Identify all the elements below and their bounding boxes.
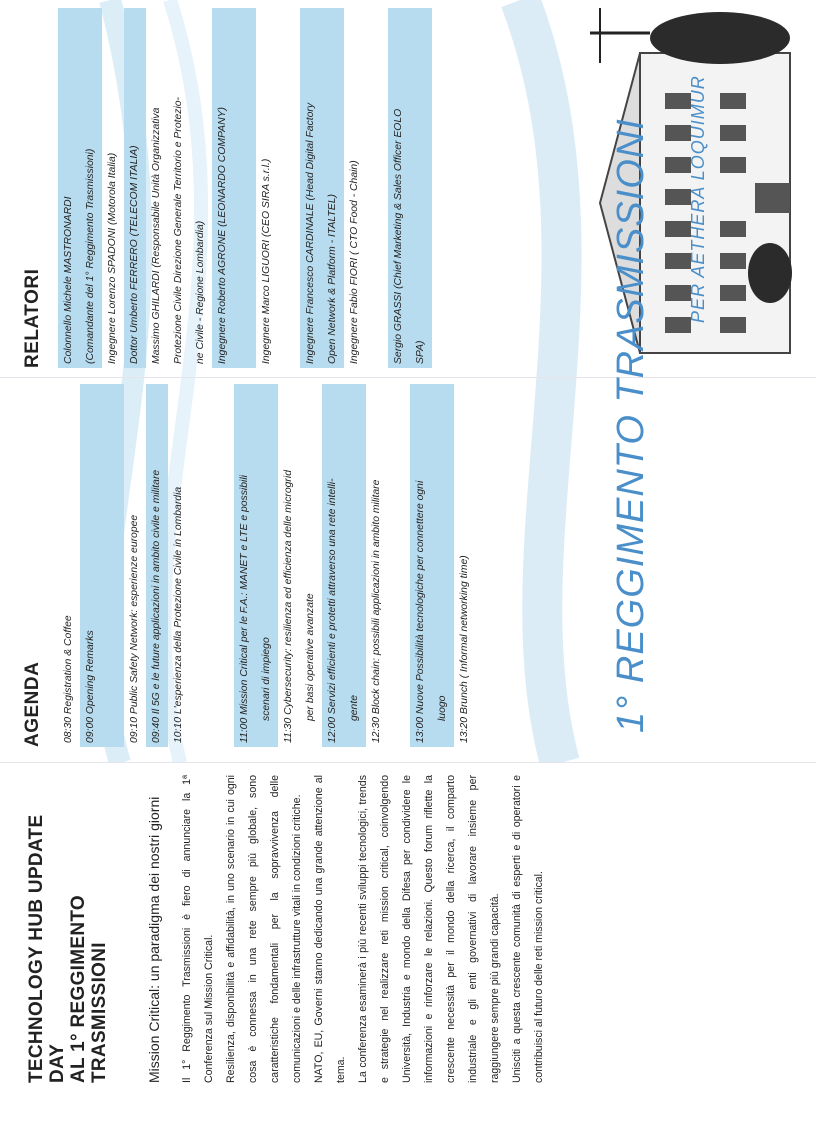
agenda-text: Il 5G e le future applicazioni in ambito civile e militare [151, 469, 162, 715]
speaker-item: Open Network & Platform - ITALTEL) [322, 8, 344, 368]
speaker-item [234, 8, 256, 368]
agenda-text: L'esperienza della Protezione Civile in Lombardia [173, 486, 184, 715]
agenda-item [366, 384, 388, 747]
agenda-item [300, 384, 322, 747]
agenda-item [432, 384, 454, 747]
speaker-item: Protezione Civile Direzione Generale Territorio e Protezio- [173, 96, 184, 364]
agenda-time: 09:40 [151, 716, 162, 743]
cover-title-band [600, 0, 816, 763]
agenda-item [146, 384, 168, 747]
intro-paragraph-1: Il 1° Reggimento Trasmissioni è fiero di annunciare la 1ª Conferenza sul Mission Critical. [181, 775, 215, 1083]
agenda-item [410, 384, 432, 747]
speaker-item: Ingegnere Roberto AGRONE (LEONARDO COMPANY) [212, 8, 234, 368]
agenda-text: per basi operative avanzate [305, 593, 316, 721]
event-heading [26, 775, 110, 1083]
speaker-item: Sergio GRASSI (Chief Marketing & Sales Officer EOLO [388, 8, 410, 368]
agenda-time: 12:00 [327, 716, 338, 743]
speaker-item: Ingegnere Fabio FIORI ( CTO Food - Chain) [349, 160, 360, 364]
agenda-item [256, 384, 278, 747]
intro-panel [0, 763, 816, 1123]
speaker-item: ne Civile - Regione Lombardia) [195, 220, 206, 364]
agenda-text: Mission Critical per le F.A.: MANET e LTE e possibili [239, 475, 250, 715]
speaker-list [58, 8, 432, 368]
intro-paragraph-3: NATO, EU, Governi stanno dedicando una grande attenzione al tema. [313, 775, 347, 1083]
intro-paragraph-2: Resilienza, disponibilità e affidabilità, in uno scenario in cui ogni cosa è connessa in una rete sempre più globale, sono caratteristiche fondamentali per la sopravvivenza delle comunicazioni e delle infrastrutture vitali in condizioni critiche. [225, 775, 303, 1083]
agenda-time: 09:00 [85, 716, 96, 743]
agenda-time: 08:30 [63, 716, 74, 743]
speaker-item [278, 8, 300, 368]
speaker-item: Colonnello Michele MASTRONARDI [58, 8, 80, 368]
agenda-text: Nuove Possibilità tecnologiche per connettere ogni [415, 480, 426, 715]
agenda-item [344, 384, 366, 747]
agenda-time: 13:20 [459, 716, 470, 743]
speaker-item: Ingegnere Lorenzo SPADONI (Motorola Italia) [107, 152, 118, 364]
speaker-item: Massimo GHILARDI (Responsabile Unità Organizzativa [151, 107, 162, 364]
agenda-text: scenari di impiego [261, 637, 272, 721]
agenda-text: Servizi efficienti e protetti attraverso una rete intelli- [327, 478, 338, 715]
regiment-motto: PER AETHERA LOQUIMUR [688, 75, 708, 323]
speaker-item: SPA) [410, 8, 432, 368]
agenda-time: 10:10 [173, 716, 184, 743]
agenda-item [234, 384, 256, 747]
agenda-time: 12:30 [371, 716, 382, 743]
agenda-title: AGENDA [22, 661, 43, 747]
regiment-title: 1° REGGIMENTO TRASMISSIONI [610, 118, 652, 733]
agenda-text: Block chain: possibili applicazioni in ambito militare [371, 479, 382, 715]
agenda-time: 11:30 [283, 717, 294, 743]
agenda-item [102, 384, 124, 747]
agenda-item [454, 384, 476, 747]
agenda-item [322, 384, 344, 747]
agenda-item [388, 384, 410, 747]
agenda-text: Brunch ( Informal networking time) [459, 555, 470, 715]
agenda-list [58, 384, 476, 747]
agenda-text: Cybersecurity: resilienza ed efficienza delle microgrid [283, 470, 294, 715]
relatori-title: RELATORI [22, 268, 43, 368]
event-subtitle: Mission Critical: un paradigma dei nostri giorni [146, 796, 162, 1083]
agenda-item [212, 384, 234, 747]
agenda-item [278, 384, 300, 747]
speaker-item: (Comandante del 1° Reggimento Trasmissioni) [80, 8, 102, 368]
event-heading-line1: TECHNOLOGY HUB UPDATE DAY [26, 814, 68, 1083]
event-heading-line2: AL 1° REGGIMENTO TRASMISSIONI [68, 895, 110, 1083]
speaker-item: Dottor Umberto FERRERO (TELECOM ITALIA) [124, 8, 146, 368]
agenda-time: 13:00 [415, 716, 426, 743]
intro-paragraph-5: Unisciti a questa crescente comunità di esperti e di operatori e contribuisci al futuro delle reti mission critical. [511, 775, 545, 1083]
agenda-text: luogo [437, 695, 448, 721]
intro-paragraph-4: La conferenza esaminerà i più recenti sviluppi tecnologici, trends e strategie nel realizzare reti mission critical, coinvolgendo Università, Industria e mondo della Difesa per condividere le informazioni e rinforzare le relazioni. Questo forum riflette la crescente necessità per il mondo della ricerca, il comparto industriale e gli enti governativi di lavorare insieme per raggiungere sempre più grandi capacità. [357, 775, 501, 1083]
agenda-text: Registration & Coffee [63, 615, 74, 715]
agenda-text: gente [349, 694, 360, 721]
agenda-item [168, 384, 190, 747]
agenda-text: Opening Remarks [85, 630, 96, 715]
agenda-time: 09:10 [129, 716, 140, 743]
agenda-time: 11:00 [239, 717, 250, 743]
speaker-item [366, 8, 388, 368]
agenda-item [124, 384, 146, 747]
agenda-item [80, 384, 102, 747]
agenda-text: Public Safety Network: esperienze europee [129, 514, 140, 715]
speaker-item: Ingegnere Marco LIGUORI (CEO SIRA s.r.l.) [261, 158, 272, 364]
agenda-item [58, 384, 80, 747]
agenda-item [190, 384, 212, 747]
speaker-item: Ingegnere Francesco CARDINALE (Head Digital Factory [300, 8, 322, 368]
